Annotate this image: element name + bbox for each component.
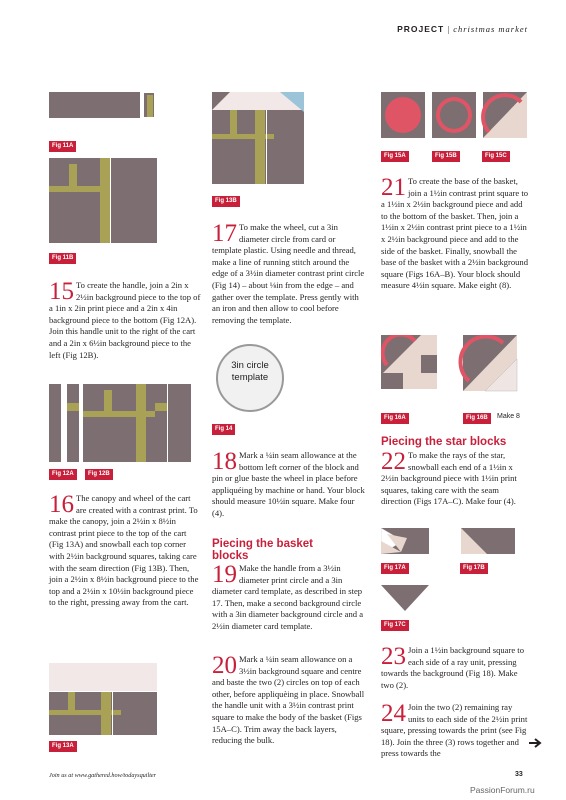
fig-15c-label: Fig 15C — [482, 151, 510, 162]
step-23: 23 Join a 1½in background square to each side of a ray unit, pressing towards the background (Fig 18). Make two (2). — [381, 643, 524, 690]
fig-15b-label: Fig 15B — [432, 151, 460, 162]
fig-13b-corners — [212, 92, 304, 112]
fig-17b-label: Fig 17B — [460, 563, 488, 574]
step-17: 17 To make the wheel, cut a 3in diameter circle from card or template plastic. Using needle and thread, make a line of running stitch around the edge of a 3½in diameter contrast print circle (Fig 14) – about ⅛in from the edge – and gather over the template. Press gently with an iron and then allow to cool before removing the template. — [212, 220, 365, 325]
step-16: 16 The canopy and wheel of the cart are created with a contrast print. To make the canopy, join a 2½in x 8½in contrast print piece to the top of the cart (Fig 13A) and snowball each top corner with 2½in background squares, taking care with the seam direction (Fig 13B). Then, join a 2½in x 8½in background piece to the top and a 2½in x 10½in background piece to the right, pressing away from the cart. — [49, 491, 199, 608]
make-8-note: Make 8 — [497, 413, 520, 420]
fig-14-label: Fig 14 — [212, 424, 235, 435]
footer-join: Join us at www.gathered.how/todaysquilter — [49, 772, 157, 779]
header-section: christmas market — [453, 24, 528, 34]
fig-16-blocks — [381, 335, 531, 407]
fig-12a-label: Fig 12A — [49, 469, 77, 480]
fig-15a-label: Fig 15A — [381, 151, 409, 162]
step-20: 20 Mark a ¼in seam allowance on a 3½in background square and centre and baste the two (2) circles on top of each other, before appliquèing in place. Snowball the handle unit with a 3½in contrast print square to make the body of the basket (Figs 15A–C). Trim away the back layers, reducing the bulk. — [212, 652, 365, 746]
continue-arrow-icon — [528, 738, 544, 748]
fig-11a-piece-olive — [147, 95, 153, 117]
fig-14-template-text: 3in circle template — [231, 360, 269, 383]
step-19: 19 Make the handle from a 3½in diameter print circle and a 3in diameter card template, as described in step 17. Then, make a second background circle with a 3in diameter background circle and a 2½in diameter card template. — [212, 561, 364, 631]
page-header: PROJECT | christmas market — [397, 24, 528, 34]
heading-basket: Piecing the basket blocks — [212, 538, 313, 562]
step-18: 18 Mark a ¼in seam allowance at the bottom left corner of the block and pin or glue baste the wheel in place before appliquéing by machine or hand. Your block should measure 10½in square. Make four (4). — [212, 448, 365, 518]
step-15: 15 To create the handle, join a 2in x 2½in background piece to the top of a 1in x 2in print piece and a 2in x 4in background piece to the bottom (Fig 12A). Join this handle unit to the right of the cart and a 2in x 6½in background piece to the left (Fig 12B). — [49, 278, 201, 360]
fig-17c-label: Fig 17C — [381, 620, 409, 631]
fig-11b-label: Fig 11B — [49, 253, 76, 264]
heading-star: Piecing the star blocks — [381, 436, 507, 448]
fig-11a-label: Fig 11A — [49, 141, 76, 152]
watermark: PassionForum.ru — [470, 785, 535, 795]
step-21: 21 To create the base of the basket, join a 1½in contrast print square to a 1½in x 2½in background piece and add to the bottom of the basket. Then, join a 1½in x 2½in contrast print piece to a 1½in x 2½in background piece and add to the side of the basket. Finally, snowball the base of the basket with a 2½in background square (Figs 16A–B). Your block should measure 4½in square. Make eight (8). — [381, 174, 529, 291]
step-24: 24 Join the two (2) remaining ray units to each side of the 2½in print square, pressing towards the print (see Fig 18). Join the three (3) rows together and press towards the — [381, 700, 528, 759]
fig-17c — [381, 585, 431, 615]
fig-17a-label: Fig 17A — [381, 563, 409, 574]
fig-12b-label: Fig 12B — [85, 469, 113, 480]
fig-13a-label: Fig 13A — [49, 741, 77, 752]
step-22: 22 To make the rays of the star, snowball each end of a 1½in x 2½in background piece with 1½in print squares, taking care with the seam direction (Figs 17A–C). Make four (4). — [381, 448, 517, 507]
fig-13b-label: Fig 13B — [212, 196, 240, 207]
fig-15-blocks — [381, 92, 531, 142]
fig-17ab — [381, 528, 531, 560]
fig-16b-label: Fig 16B — [463, 413, 491, 424]
fig-11a-block — [49, 92, 140, 118]
header-project: PROJECT — [397, 24, 445, 34]
fig-16a-label: Fig 16A — [381, 413, 409, 424]
page-number: 33 — [515, 771, 523, 778]
